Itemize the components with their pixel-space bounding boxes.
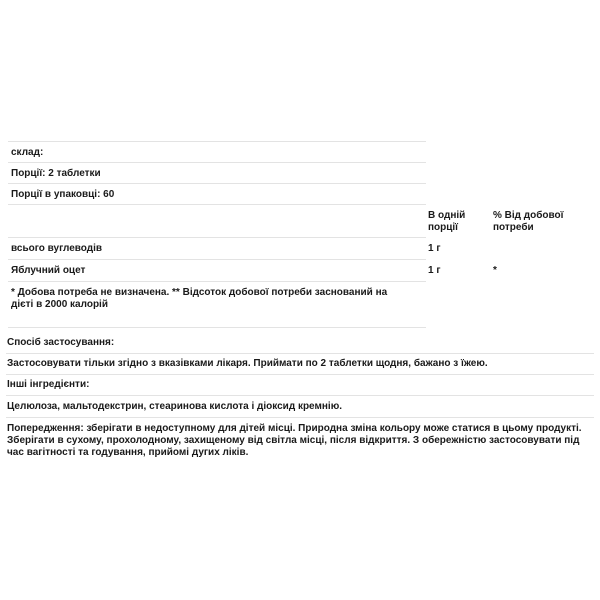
column-header-amount: В одній порції bbox=[428, 210, 466, 233]
divider bbox=[6, 374, 594, 375]
nutrient-amount: 1 г bbox=[428, 243, 441, 254]
column-header-daily-value: % Від добової потреби bbox=[493, 210, 564, 233]
warnings-text: Попередження: зберігати в недоступному для дітей місці. Природна зміна кольору може статися в цьому продукті. Зберігати в сухому, прохолодному, захищеному від світла місці, після відкриття. З обережністю застосовувати під час вагітності та годування, прийомі дугих ліків. bbox=[7, 423, 582, 458]
divider bbox=[6, 353, 594, 354]
nutrient-name: всього вуглеводів bbox=[11, 243, 103, 254]
divider bbox=[8, 162, 426, 163]
divider bbox=[8, 237, 426, 238]
divider bbox=[8, 204, 426, 205]
nutrient-daily-value: * bbox=[493, 265, 497, 276]
usage-text: Застосовувати тільки згідно з вказівками лікаря. Приймати по 2 таблетки щодня, бажано з їжею. bbox=[7, 358, 488, 369]
table-top-border bbox=[8, 141, 426, 142]
serving-size: Порції: 2 таблетки bbox=[11, 168, 101, 179]
ingredients-heading: Інші інгредієнти: bbox=[7, 379, 90, 390]
divider bbox=[6, 417, 594, 418]
usage-heading: Спосіб застосування: bbox=[7, 337, 115, 348]
divider bbox=[6, 395, 594, 396]
divider bbox=[8, 183, 426, 184]
divider bbox=[8, 259, 426, 260]
divider bbox=[8, 281, 426, 282]
servings-per-container: Порції в упаковці: 60 bbox=[11, 189, 115, 200]
nutrient-amount: 1 г bbox=[428, 265, 441, 276]
ingredients-text: Целюлоза, мальтодекстрин, стеаринова кислота і діоксид кремнію. bbox=[7, 401, 343, 412]
facts-footnote: * Добова потреба не визначена. ** Відсоток добової потреби заснований на дієті в 2000 калорій bbox=[11, 287, 388, 310]
facts-heading: склад: bbox=[11, 147, 44, 158]
table-bottom-border bbox=[8, 327, 426, 328]
nutrient-name: Яблучний оцет bbox=[11, 265, 86, 276]
